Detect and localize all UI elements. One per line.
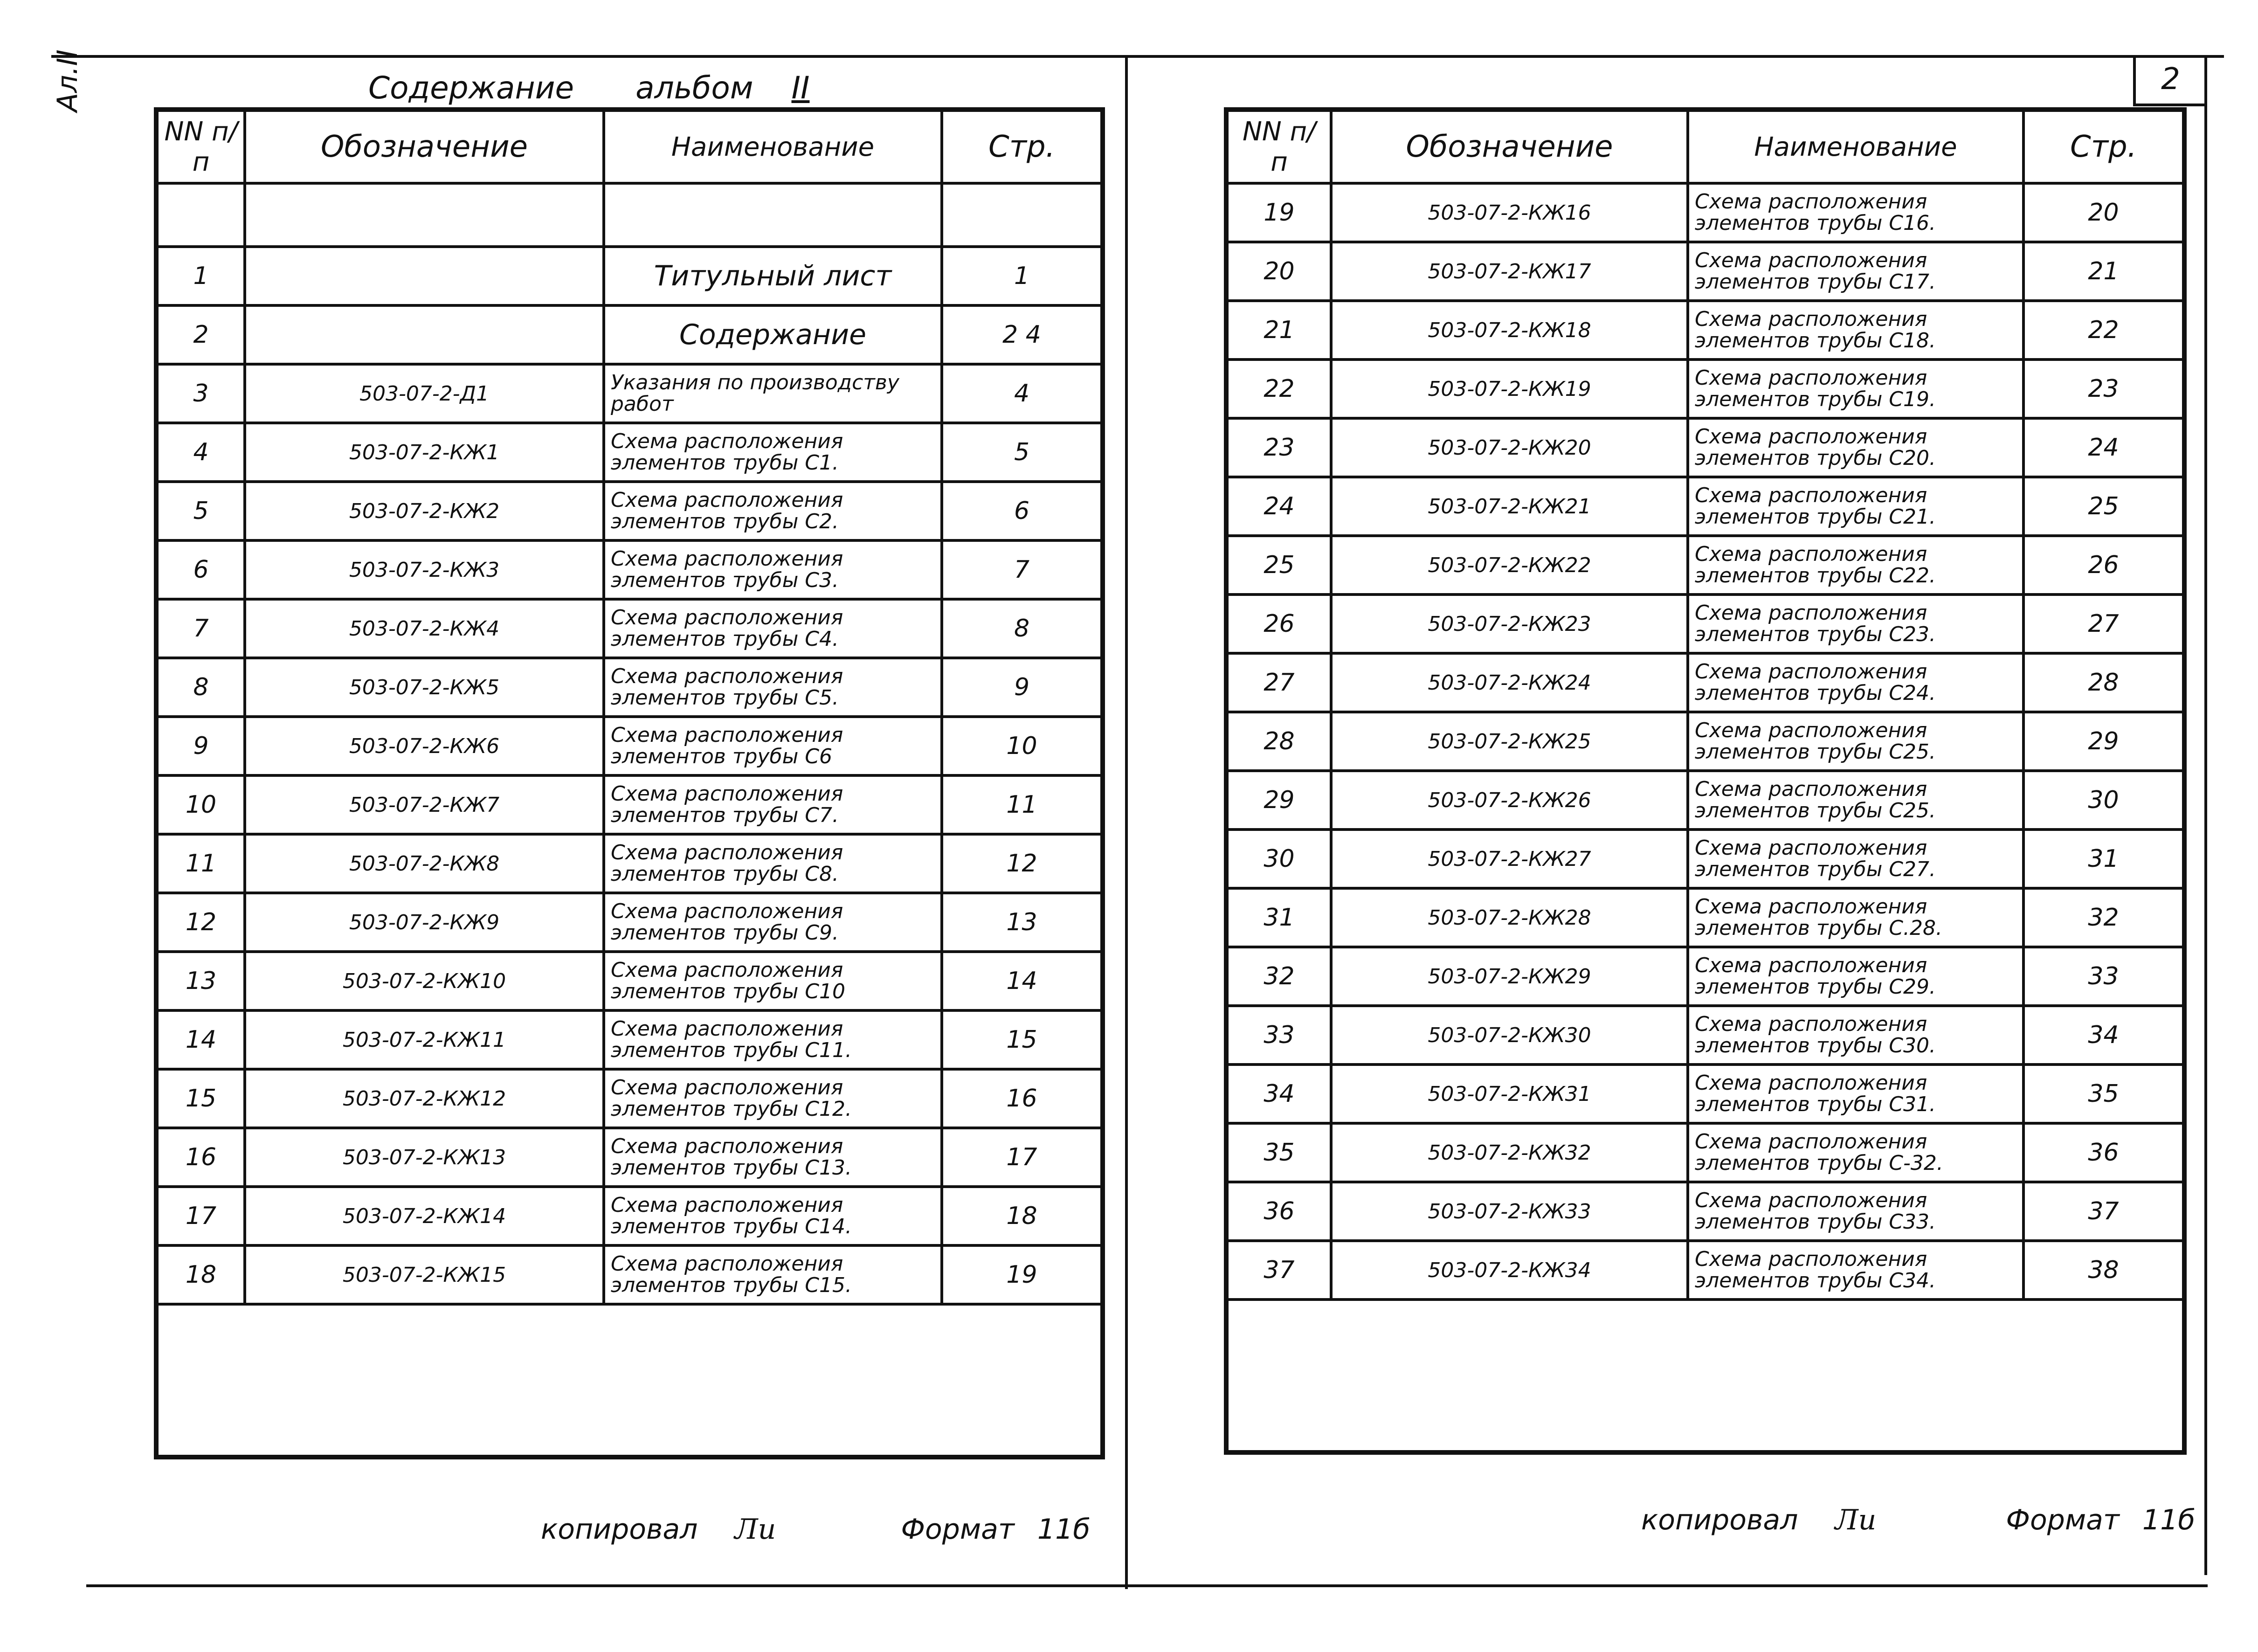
row-designation: 503-07-2-КЖ17 [1331, 242, 1688, 301]
row-title: Схема расположения элементов трубы С17. [1688, 242, 2023, 301]
empty-tail-row [1226, 1299, 2184, 1452]
row-title: Схема расположения элементов трубы С25. [1688, 771, 2023, 829]
table-row [1226, 183, 2184, 242]
table-row [156, 364, 1103, 423]
row-title: Схема расположения элементов трубы С5. [604, 658, 942, 717]
col-header-num: NN п/п [1226, 110, 1331, 183]
row-designation: 503-07-2-КЖ20 [1331, 418, 1688, 477]
row-number: 31 [1226, 888, 1331, 947]
row-title: Схема расположения элементов трубы С20. [1688, 418, 2023, 477]
table-row [156, 775, 1103, 834]
row-designation: 503-07-2-КЖ7 [245, 775, 604, 834]
row-title: Схема расположения элементов трубы С27. [1688, 829, 2023, 888]
row-number: 21 [1226, 301, 1331, 359]
row-number: 27 [1226, 653, 1331, 712]
row-title: Схема расположения элементов трубы С8. [604, 834, 942, 893]
row-designation: 503-07-2-КЖ11 [245, 1010, 604, 1069]
row-page: 37 [2023, 1182, 2184, 1241]
row-designation: 503-07-2-КЖ10 [245, 952, 604, 1010]
row-designation: 503-07-2-КЖ31 [1331, 1064, 1688, 1123]
row-designation: 503-07-2-КЖ4 [245, 599, 604, 658]
table-row [1226, 1006, 2184, 1064]
row-number: 17 [156, 1187, 245, 1245]
format-value: 11б [2142, 1504, 2196, 1536]
row-page: 21 [2023, 242, 2184, 301]
table-row [156, 1187, 1103, 1245]
table-row [156, 717, 1103, 775]
col-header-page: Стр. [2023, 110, 2184, 183]
right-border [2204, 55, 2207, 1575]
table-row [1226, 359, 2184, 418]
row-number: 20 [1226, 242, 1331, 301]
row-number: 9 [156, 717, 245, 775]
table-row [1226, 712, 2184, 771]
empty-tail-row [156, 1304, 1103, 1457]
table-row [156, 1245, 1103, 1304]
row-title: Схема расположения элементов трубы С16. [1688, 183, 2023, 242]
row-designation: 503-07-2-КЖ18 [1331, 301, 1688, 359]
row-title: Схема расположения элементов трубы С19. [1688, 359, 2023, 418]
row-title: Титульный лист [604, 247, 942, 305]
row-title: Схема расположения элементов трубы С12. [604, 1069, 942, 1128]
bottom-rule [86, 1584, 2208, 1587]
row-number: 15 [156, 1069, 245, 1128]
row-designation: 503-07-2-КЖ25 [1331, 712, 1688, 771]
table-row [1226, 1064, 2184, 1123]
row-number: 37 [1226, 1241, 1331, 1299]
top-rule [51, 55, 2224, 58]
table-header-row [156, 110, 1103, 183]
row-page: 38 [2023, 1241, 2184, 1299]
row-number: 23 [1226, 418, 1331, 477]
row-page: 31 [2023, 829, 2184, 888]
row-designation [245, 247, 604, 305]
row-designation: 503-07-2-КЖ29 [1331, 947, 1688, 1006]
row-designation: 503-07-2-КЖ19 [1331, 359, 1688, 418]
row-number: 33 [1226, 1006, 1331, 1064]
col-header-name: Наименование [1688, 110, 2023, 183]
album-label: альбом [635, 70, 753, 106]
row-title: Схема расположения элементов трубы С31. [1688, 1064, 2023, 1123]
empty-cell [156, 1304, 1103, 1457]
row-title: Схема расположения элементов трубы С2. [604, 482, 942, 540]
contents-label: Содержание [368, 70, 574, 106]
table-row [156, 305, 1103, 364]
row-title: Указания по производству работ [604, 364, 942, 423]
row-designation: 503-07-2-КЖ24 [1331, 653, 1688, 712]
row-title: Схема расположения элементов трубы С4. [604, 599, 942, 658]
row-page: 25 [2023, 477, 2184, 536]
row-title: Схема расположения элементов трубы С11. [604, 1010, 942, 1069]
row-page: 27 [2023, 594, 2184, 653]
row-number: 7 [156, 599, 245, 658]
format-label: Формат [901, 1513, 1015, 1546]
format-value: 11б [1037, 1513, 1091, 1546]
signature: Ли [1835, 1504, 1877, 1536]
row-designation: 503-07-2-КЖ1 [245, 423, 604, 482]
row-page: 14 [942, 952, 1103, 1010]
row-designation: 503-07-2-КЖ14 [245, 1187, 604, 1245]
row-designation: 503-07-2-КЖ32 [1331, 1123, 1688, 1182]
blank-row [156, 183, 1103, 247]
row-number: 22 [1226, 359, 1331, 418]
footer-right [1641, 1504, 2195, 1536]
row-number: 6 [156, 540, 245, 599]
row-designation: 503-07-2-КЖ33 [1331, 1182, 1688, 1241]
row-designation: 503-07-2-КЖ30 [1331, 1006, 1688, 1064]
row-title: Схема расположения элементов трубы С.28. [1688, 888, 2023, 947]
table-row [156, 540, 1103, 599]
row-page: 33 [2023, 947, 2184, 1006]
row-title: Схема расположения элементов трубы С33. [1688, 1182, 2023, 1241]
toc-table-left [154, 107, 1105, 1459]
table-row [1226, 1123, 2184, 1182]
row-number: 18 [156, 1245, 245, 1304]
table-row [1226, 536, 2184, 594]
row-number: 32 [1226, 947, 1331, 1006]
row-page: 19 [942, 1245, 1103, 1304]
sheet-number: 2 [2161, 62, 2180, 97]
row-page: 12 [942, 834, 1103, 893]
row-number: 5 [156, 482, 245, 540]
row-page: 9 [942, 658, 1103, 717]
row-title: Схема расположения элементов трубы С18. [1688, 301, 2023, 359]
row-title: Схема расположения элементов трубы С22. [1688, 536, 2023, 594]
row-page: 32 [2023, 888, 2184, 947]
row-designation [245, 305, 604, 364]
row-page: 13 [942, 893, 1103, 952]
row-designation: 503-07-2-КЖ34 [1331, 1241, 1688, 1299]
col-header-page: Стр. [942, 110, 1103, 183]
row-designation: 503-07-2-КЖ3 [245, 540, 604, 599]
row-designation: 503-07-2-КЖ15 [245, 1245, 604, 1304]
col-header-name: Наименование [604, 110, 942, 183]
side-mark: Ал.II [51, 49, 84, 112]
row-number: 3 [156, 364, 245, 423]
row-title: Схема расположения элементов трубы С1. [604, 423, 942, 482]
row-page: 15 [942, 1010, 1103, 1069]
row-number: 34 [1226, 1064, 1331, 1123]
row-page: 7 [942, 540, 1103, 599]
table-row [1226, 653, 2184, 712]
table-row [156, 1128, 1103, 1187]
table-row [156, 952, 1103, 1010]
row-page: 30 [2023, 771, 2184, 829]
row-number: 16 [156, 1128, 245, 1187]
row-page: 35 [2023, 1064, 2184, 1123]
row-number: 14 [156, 1010, 245, 1069]
row-designation: 503-07-2-КЖ27 [1331, 829, 1688, 888]
row-title: Схема расположения элементов трубы С-32. [1688, 1123, 2023, 1182]
table-row [156, 1010, 1103, 1069]
row-title: Схема расположения элементов трубы С23. [1688, 594, 2023, 653]
row-number: 19 [1226, 183, 1331, 242]
row-title: Схема расположения элементов трубы С6 [604, 717, 942, 775]
row-number: 13 [156, 952, 245, 1010]
row-page: 29 [2023, 712, 2184, 771]
table-row [1226, 242, 2184, 301]
row-designation: 503-07-2-КЖ8 [245, 834, 604, 893]
table-row [1226, 771, 2184, 829]
footer-left [541, 1513, 1090, 1546]
table-row [156, 599, 1103, 658]
row-title: Схема расположения элементов трубы С14. [604, 1187, 942, 1245]
row-number: 24 [1226, 477, 1331, 536]
toc-table-right [1224, 107, 2187, 1455]
row-designation: 503-07-2-КЖ28 [1331, 888, 1688, 947]
row-number: 26 [1226, 594, 1331, 653]
row-page: 1 [942, 247, 1103, 305]
table-row [1226, 301, 2184, 359]
row-designation: 503-07-2-КЖ23 [1331, 594, 1688, 653]
table-row [1226, 418, 2184, 477]
table-row [156, 893, 1103, 952]
row-page: 23 [2023, 359, 2184, 418]
row-page: 22 [2023, 301, 2184, 359]
table-row [156, 247, 1103, 305]
format-label: Формат [2006, 1504, 2120, 1536]
row-title: Содержание [604, 305, 942, 364]
row-number: 8 [156, 658, 245, 717]
row-designation: 503-07-2-КЖ16 [1331, 183, 1688, 242]
row-title: Схема расположения элементов трубы С30. [1688, 1006, 2023, 1064]
row-number: 1 [156, 247, 245, 305]
row-designation: 503-07-2-КЖ26 [1331, 771, 1688, 829]
album-number: II [791, 70, 810, 106]
row-page: 34 [2023, 1006, 2184, 1064]
table-row [1226, 1241, 2184, 1299]
row-page: 5 [942, 423, 1103, 482]
row-title: Схема расположения элементов трубы С10 [604, 952, 942, 1010]
row-designation: 503-07-2-Д1 [245, 364, 604, 423]
row-designation: 503-07-2-КЖ12 [245, 1069, 604, 1128]
row-number: 4 [156, 423, 245, 482]
row-title: Схема расположения элементов трубы С7. [604, 775, 942, 834]
table-row [1226, 829, 2184, 888]
row-page: 18 [942, 1187, 1103, 1245]
row-title: Схема расположения элементов трубы С25. [1688, 712, 2023, 771]
row-number: 11 [156, 834, 245, 893]
row-designation: 503-07-2-КЖ13 [245, 1128, 604, 1187]
row-number: 35 [1226, 1123, 1331, 1182]
row-page: 17 [942, 1128, 1103, 1187]
center-fold [1125, 55, 1128, 1589]
row-number: 28 [1226, 712, 1331, 771]
row-designation: 503-07-2-КЖ2 [245, 482, 604, 540]
row-number: 10 [156, 775, 245, 834]
row-title: Схема расположения элементов трубы С9. [604, 893, 942, 952]
row-number: 25 [1226, 536, 1331, 594]
row-page: 36 [2023, 1123, 2184, 1182]
signature: Ли [734, 1513, 776, 1546]
row-page: 2 4 [942, 305, 1103, 364]
table-row [156, 423, 1103, 482]
empty-cell [1226, 1299, 2184, 1452]
row-page: 4 [942, 364, 1103, 423]
table-row [1226, 477, 2184, 536]
table-row [1226, 594, 2184, 653]
table-row [1226, 947, 2184, 1006]
row-page: 11 [942, 775, 1103, 834]
row-title: Схема расположения элементов трубы С24. [1688, 653, 2023, 712]
table-row [156, 658, 1103, 717]
row-title: Схема расположения элементов трубы С13. [604, 1128, 942, 1187]
row-designation: 503-07-2-КЖ6 [245, 717, 604, 775]
page-title [368, 70, 809, 106]
row-designation: 503-07-2-КЖ5 [245, 658, 604, 717]
table-row [1226, 1182, 2184, 1241]
row-page: 16 [942, 1069, 1103, 1128]
col-header-code: Обозначение [245, 110, 604, 183]
row-title: Схема расположения элементов трубы С29. [1688, 947, 2023, 1006]
row-page: 28 [2023, 653, 2184, 712]
col-header-num: NN п/п [156, 110, 245, 183]
row-number: 12 [156, 893, 245, 952]
row-designation: 503-07-2-КЖ21 [1331, 477, 1688, 536]
row-designation: 503-07-2-КЖ9 [245, 893, 604, 952]
row-page: 8 [942, 599, 1103, 658]
row-number: 2 [156, 305, 245, 364]
copied-label: копировал [541, 1513, 698, 1546]
table-row [156, 482, 1103, 540]
sheet-number-box [2133, 55, 2205, 106]
row-number: 30 [1226, 829, 1331, 888]
row-page: 26 [2023, 536, 2184, 594]
col-header-code: Обозначение [1331, 110, 1688, 183]
row-title: Схема расположения элементов трубы С21. [1688, 477, 2023, 536]
row-page: 24 [2023, 418, 2184, 477]
row-page: 6 [942, 482, 1103, 540]
table-row [156, 1069, 1103, 1128]
copied-label: копировал [1641, 1504, 1798, 1536]
row-number: 36 [1226, 1182, 1331, 1241]
table-header-row [1226, 110, 2184, 183]
row-page: 20 [2023, 183, 2184, 242]
row-number: 29 [1226, 771, 1331, 829]
table-row [1226, 888, 2184, 947]
row-designation: 503-07-2-КЖ22 [1331, 536, 1688, 594]
row-title: Схема расположения элементов трубы С34. [1688, 1241, 2023, 1299]
row-title: Схема расположения элементов трубы С15. [604, 1245, 942, 1304]
table-row [156, 834, 1103, 893]
row-title: Схема расположения элементов трубы С3. [604, 540, 942, 599]
row-page: 10 [942, 717, 1103, 775]
